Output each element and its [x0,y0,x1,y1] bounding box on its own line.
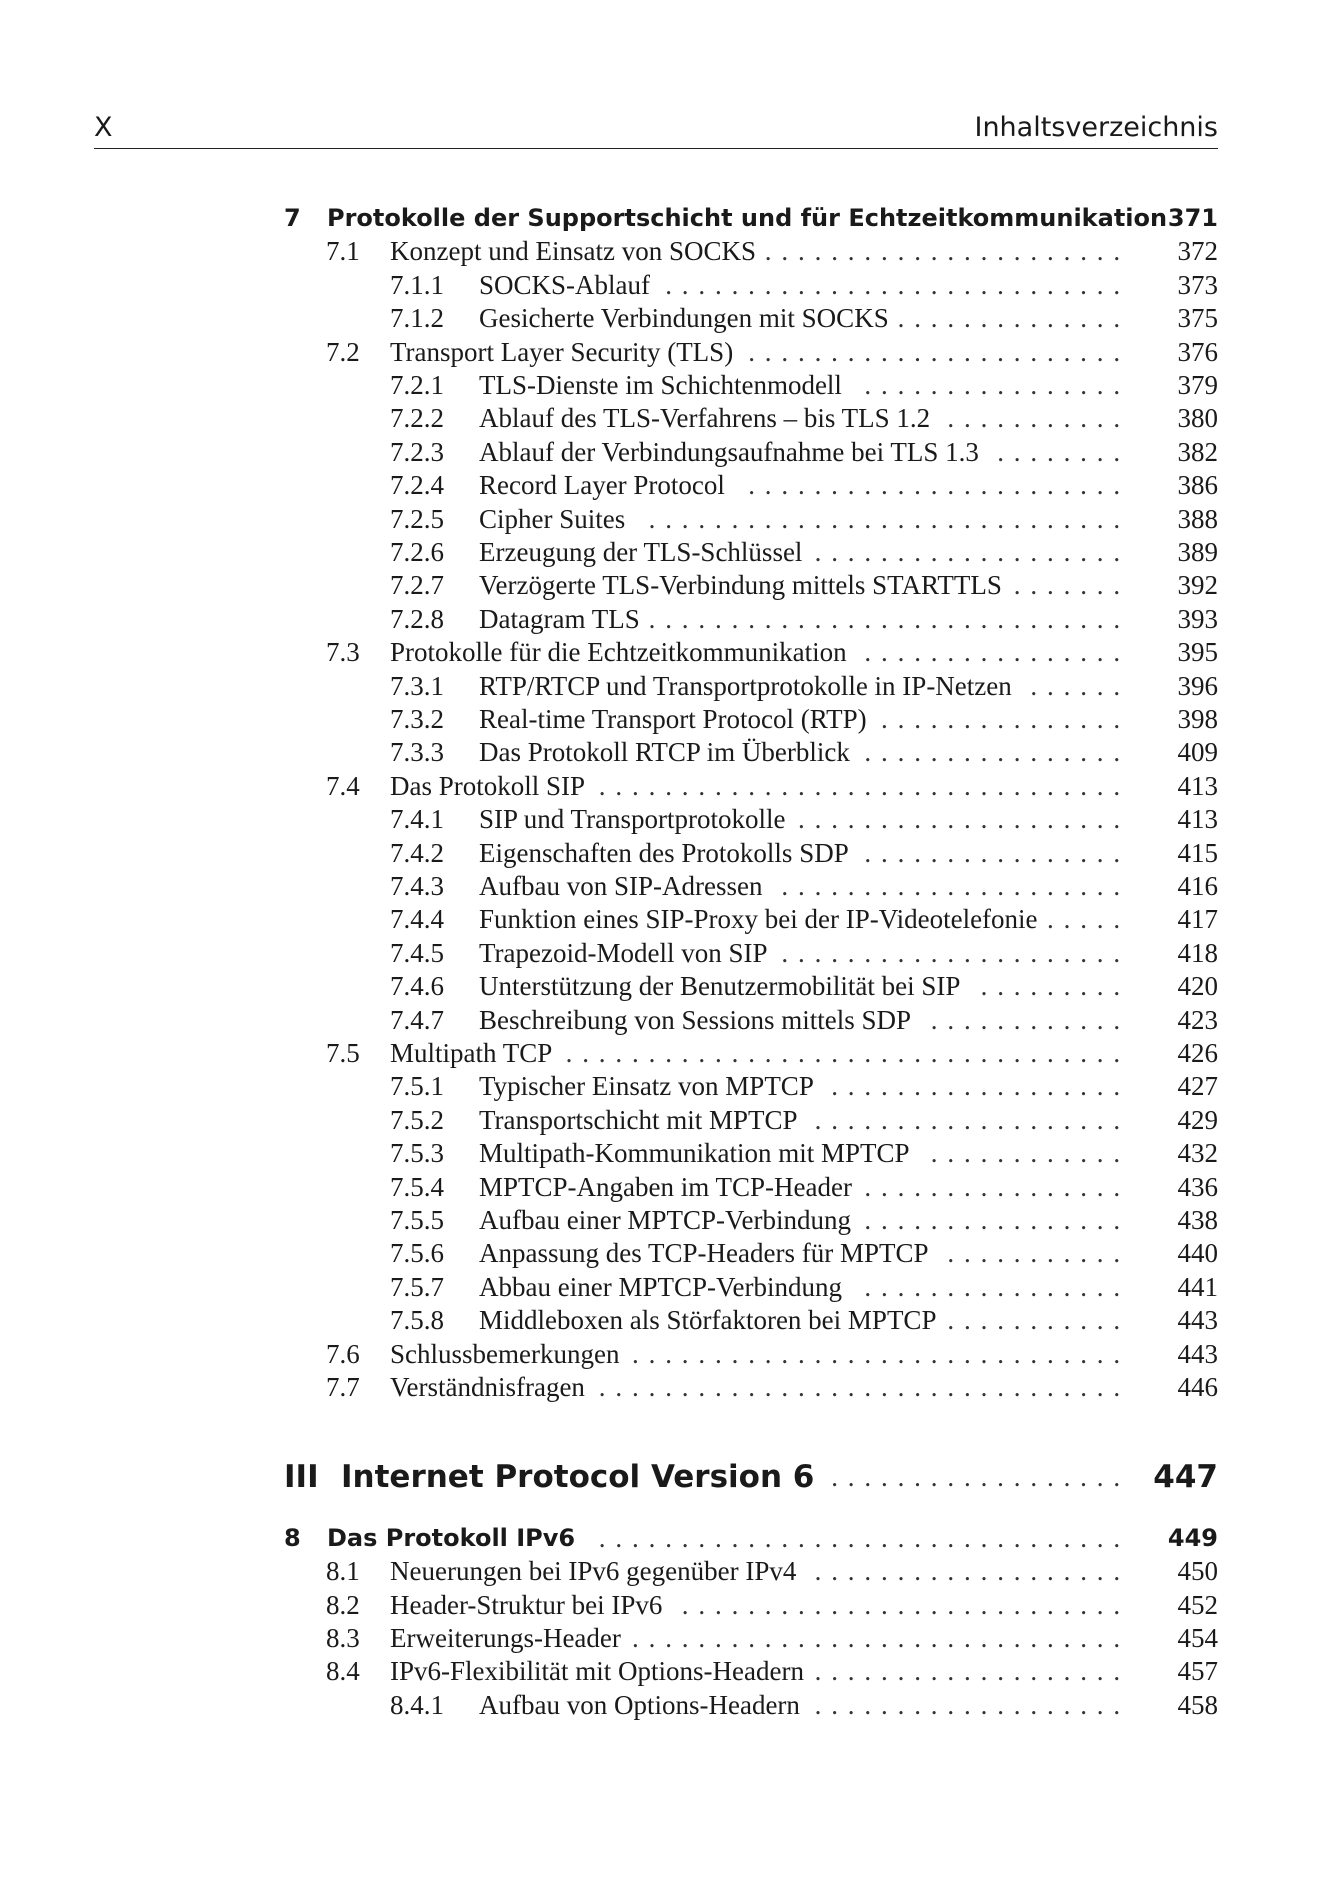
toc-entry-page: 413 [1177,804,1218,835]
toc-entry-title: Transport Layer Security (TLS) [390,336,734,367]
toc-entry-title: Erweiterungs-Header [390,1623,621,1653]
dot-leader: ....................... [748,470,1130,501]
toc-entry-number: 7.5.7 [390,1271,444,1302]
toc-entry-number: 7.5.3 [390,1138,444,1169]
toc-entry-title: Protokolle der Supportschicht und für Echtzeitkommunikation [327,204,1168,232]
toc-entry-title: Aufbau von Options-Headern [479,1689,800,1720]
toc-entry-title: IPv6-Flexibilität mit Options-Headern [390,1656,804,1687]
toc-entry-page: 447 [1153,1459,1218,1496]
toc-entry-subsection[interactable] [390,268,1218,302]
toc-entry-number: 8.4 [326,1656,360,1687]
running-header [94,108,1218,149]
toc-entry-page: 427 [1177,1071,1218,1102]
toc-entry-page: 382 [1177,436,1218,467]
toc-entry-title: Multipath-Kommunikation mit MPTCP [479,1138,910,1169]
toc-entry-number: 7.4.6 [390,971,444,1002]
toc-entry-title: Record Layer Protocol [479,470,725,501]
toc-entry-part[interactable] [284,1455,1218,1499]
toc-entry-title: Aufbau einer MPTCP-Verbindung [479,1205,851,1235]
toc-entry-number: 7.7 [326,1372,360,1402]
toc-entry-section[interactable] [326,1621,1218,1655]
toc-entry-page: 376 [1177,336,1218,367]
dot-leader: .................................. [565,1038,1130,1068]
toc-entry-number: 8.4.1 [390,1689,444,1720]
dot-leader: ................................ [598,1522,1130,1553]
toc-entry-subsection[interactable] [390,836,1218,870]
toc-entry-subsection[interactable] [390,301,1218,335]
toc-entry-subsection[interactable] [390,1236,1218,1270]
toc-entry-title: Beschreibung von Sessions mittels SDP [479,1004,912,1035]
toc-entry-subsection[interactable] [390,401,1218,435]
toc-entry-section[interactable] [326,1588,1218,1622]
toc-entry-title: Multipath TCP [390,1038,553,1068]
toc-entry-title: Ablauf des TLS-Verfahrens – bis TLS 1.2 [479,403,931,434]
toc-entry-title: Protokolle für die Echtzeitkommunikation [390,637,847,668]
toc-entry-page: 443 [1177,1305,1218,1336]
toc-entry-number: 7.4.1 [390,804,444,835]
toc-entry-page: 396 [1177,670,1218,701]
toc-entry-subsection[interactable] [390,802,1218,836]
toc-entry-subsection[interactable] [390,1688,1218,1722]
toc-entry-title: Schlussbemerkungen [390,1338,620,1369]
toc-entry-number: 7.2.1 [390,370,444,400]
toc-entry-subsection[interactable] [390,969,1218,1003]
toc-entry-page: 386 [1177,470,1218,501]
toc-entry-section[interactable] [326,335,1218,369]
toc-entry-section[interactable] [326,1036,1218,1070]
toc-entry-number: 7.1 [326,236,360,267]
toc-entry-subsection[interactable] [390,368,1218,402]
dot-leader: ............................. [648,503,1130,534]
toc-entry-title: Konzept und Einsatz von SOCKS [390,236,756,267]
toc-entry-number: 7.1.2 [390,303,444,334]
dot-leader: ................... [814,1689,1130,1720]
dot-leader: ............ [930,1138,1130,1169]
toc-entry-number: 8.1 [326,1556,360,1587]
toc-entry-subsection[interactable] [390,1103,1218,1137]
toc-entry-page: 438 [1177,1205,1218,1235]
toc-entry-title: Header-Struktur bei IPv6 [390,1589,663,1620]
dot-leader: ................ [864,737,1130,768]
toc-entry-subsection[interactable] [390,936,1218,970]
page-number: X [94,112,113,143]
toc-entry-subsection[interactable] [390,1003,1218,1037]
toc-entry-number: 7.5.2 [390,1104,444,1135]
toc-entry-title: RTP/RTCP und Transportprotokolle in IP-Netzen [479,670,1012,701]
toc-entry-page: 440 [1177,1238,1218,1269]
toc-entry-number: 7.3.1 [390,670,444,701]
dot-leader: ..................... [781,871,1130,901]
dot-leader: ........... [947,403,1130,434]
toc-entry-page: 457 [1177,1656,1218,1687]
dot-leader: ................ [864,837,1130,868]
dot-leader: ................... [814,1656,1130,1687]
toc-entry-title: Typischer Einsatz von MPTCP [479,1071,814,1102]
toc-entry-page: 441 [1177,1271,1218,1302]
toc-entry-title: Middleboxen als Störfaktoren bei MPTCP [479,1305,937,1336]
toc-entry-page: 450 [1177,1556,1218,1587]
toc-entry-number: 7 [284,204,301,232]
toc-entry-subsection[interactable] [390,535,1218,569]
toc-entry-title: TLS-Dienste im Schichtenmodell [479,370,842,400]
dot-leader: ................ [864,637,1130,668]
toc-entry-title: Neuerungen bei IPv6 gegenüber IPv4 [390,1556,797,1587]
toc-entry-page: 372 [1177,236,1218,267]
toc-entry-title: Funktion eines SIP-Proxy bei der IP-Videotelefonie [479,904,1038,935]
toc-entry-section[interactable] [326,1370,1218,1404]
toc-entry-section[interactable] [326,234,1218,268]
toc-entry-subsection[interactable] [390,568,1218,602]
toc-entry-subsection[interactable] [390,1069,1218,1103]
dot-leader: ........ [997,436,1130,467]
toc-entry-title: Aufbau von SIP-Adressen [479,871,763,901]
dot-leader: ........... [947,1305,1130,1336]
toc-entry-title: Abbau einer MPTCP-Verbindung [479,1271,842,1302]
toc-entry-section[interactable] [326,769,1218,803]
dot-leader: ................ [864,370,1130,400]
toc-entry-title: Das Protokoll IPv6 [327,1523,576,1552]
toc-entry-title: Erzeugung der TLS-Schlüssel [479,537,803,567]
toc-entry-page: 417 [1177,904,1218,935]
toc-entry-number: 7.5.4 [390,1171,444,1202]
toc-entry-page: 420 [1177,971,1218,1002]
running-title: Inhaltsverzeichnis [974,112,1218,143]
toc-entry-title: MPTCP-Angaben im TCP-Header [479,1171,852,1202]
toc-entry-title: Das Protokoll SIP [390,770,586,801]
toc-entry-number: 7.2.5 [390,503,444,534]
toc-entry-title: SIP und Transportprotokolle [479,804,786,835]
toc-entry-section[interactable] [326,635,1218,669]
toc-entry-page: 429 [1177,1104,1218,1135]
toc-entry-page: 375 [1177,303,1218,334]
toc-entry-page: 446 [1177,1372,1218,1402]
dot-leader: .................... [798,804,1130,835]
toc-entry-page: 392 [1177,570,1218,601]
toc-entry-section[interactable] [326,1337,1218,1371]
toc-entry-subsection[interactable] [390,1303,1218,1337]
toc-entry-chapter[interactable] [284,201,1218,235]
toc-entry-page: 418 [1177,937,1218,968]
toc-entry-page: 458 [1177,1689,1218,1720]
toc-entry-section[interactable] [326,1654,1218,1688]
toc-entry-title: Unterstützung der Benutzermobilität bei SIP [479,971,961,1002]
toc-entry-title: Transportschicht mit MPTCP [479,1104,798,1135]
toc-entry-title: Gesicherte Verbindungen mit SOCKS [479,303,889,334]
dot-leader: ................................ [598,770,1130,801]
toc-entry-number: 7.5 [326,1038,360,1068]
toc-entry-number: 8.3 [326,1623,360,1653]
toc-entry-number: 7.6 [326,1338,360,1369]
toc-entry-number: 7.5.6 [390,1238,444,1269]
toc-entry-page: 413 [1177,770,1218,801]
toc-entry-page: 415 [1177,837,1218,868]
toc-entry-number: 7.4.7 [390,1004,444,1035]
toc-entry-title: Real-time Transport Protocol (RTP) [479,704,867,734]
toc-entry-page: 436 [1177,1171,1218,1202]
dot-leader: .................. [831,1071,1130,1102]
toc-entry-number: 7.2 [326,336,360,367]
toc-entry-number: 8.2 [326,1589,360,1620]
toc-entry-number: 7.3 [326,637,360,668]
toc-entry-number: 7.4 [326,770,360,801]
toc-entry-page: 416 [1177,871,1218,901]
toc-entry-page: 454 [1177,1623,1218,1653]
dot-leader: ................ [864,1205,1130,1235]
toc-entry-number: 7.4.5 [390,937,444,968]
toc-entry-chapter[interactable] [284,1521,1218,1555]
toc-entry-title: SOCKS-Ablauf [479,269,651,300]
toc-entry-page: 388 [1177,503,1218,534]
toc-entry-number: 7.3.2 [390,704,444,734]
toc-entry-subsection[interactable] [390,1136,1218,1170]
dot-leader: ................... [814,1104,1130,1135]
toc-entry-number: 7.2.7 [390,570,444,601]
toc-entry-subsection[interactable] [390,869,1218,903]
dot-leader: ................................ [598,1372,1130,1402]
toc-entry-number: 7.4.3 [390,871,444,901]
toc-entry-title: Verzögerte TLS-Verbindung mittels STARTTLS [479,570,1002,601]
toc-entry-page: 371 [1167,204,1218,232]
toc-entry-title: Das Protokoll RTCP im Überblick [479,737,850,768]
toc-entry-subsection[interactable] [390,1270,1218,1304]
toc-entry-title: Internet Protocol Version 6 [341,1459,815,1496]
toc-entry-number: 7.4.4 [390,904,444,935]
dot-leader: ........................... [681,1589,1130,1620]
dot-leader: ..................... [781,937,1130,968]
dot-leader: .............. [897,303,1130,334]
dot-leader: ....... [1013,570,1130,601]
toc-entry-number: 7.5.5 [390,1205,444,1235]
toc-entry-number: 7.5.1 [390,1071,444,1102]
toc-entry-number: 7.2.4 [390,470,444,501]
toc-entry-page: 432 [1177,1138,1218,1169]
toc-entry-subsection[interactable] [390,602,1218,636]
dot-leader: ............... [881,704,1130,734]
dot-leader: ....................... [748,336,1130,367]
dot-leader: .............................. [632,1338,1130,1369]
toc-entry-page: 452 [1177,1589,1218,1620]
dot-leader: ...................... [764,236,1130,267]
toc-entry-title: Eigenschaften des Protokolls SDP [479,837,849,868]
dot-leader: ..... [1047,904,1130,935]
toc-entry-number: 7.2.3 [390,436,444,467]
dot-leader: ............ [930,1004,1130,1035]
dot-leader: ........... [947,1238,1130,1269]
toc-entry-page: 395 [1177,637,1218,668]
toc-entry-subsection[interactable] [390,435,1218,469]
dot-leader: .............................. [632,1623,1130,1653]
toc-entry-number: 7.4.2 [390,837,444,868]
toc-entry-subsection[interactable] [390,1170,1218,1204]
dot-leader: ................... [814,1556,1130,1587]
toc-entry-number: 7.3.3 [390,737,444,768]
dot-leader: ............................. [648,603,1130,634]
toc-entry-number: III [284,1459,319,1496]
toc-entry-subsection[interactable] [390,735,1218,769]
toc-entry-title: Verständnisfragen [390,1372,585,1402]
toc-entry-page: 443 [1177,1338,1218,1369]
toc-entry-page: 373 [1177,269,1218,300]
toc-entry-subsection[interactable] [390,902,1218,936]
toc-entry-subsection[interactable] [390,702,1218,736]
toc-entry-title: Datagram TLS [479,603,640,634]
toc-entry-page: 409 [1177,737,1218,768]
dot-leader: ......... [980,971,1130,1002]
toc-entry-subsection[interactable] [390,669,1218,703]
toc-entry-page: 398 [1177,704,1218,734]
toc-entry-number: 7.2.2 [390,403,444,434]
toc-entry-subsection[interactable] [390,1203,1218,1237]
toc-entry-number: 7.1.1 [390,269,444,300]
toc-entry-page: 380 [1177,403,1218,434]
toc-entry-page: 426 [1177,1038,1218,1068]
dot-leader: .................. [831,1462,1130,1493]
toc-entry-page: 393 [1177,603,1218,634]
toc-entry-number: 8 [284,1523,301,1552]
toc-entry-page: 449 [1167,1523,1218,1552]
dot-leader: ............................ [665,269,1130,300]
dot-leader: ................ [864,1171,1130,1202]
dot-leader: ................... [814,537,1130,567]
toc-entry-page: 423 [1177,1004,1218,1035]
toc-entry-title: Cipher Suites [479,503,626,534]
dot-leader: ................ [864,1271,1130,1302]
toc-entry-number: 7.2.8 [390,603,444,634]
toc-entry-number: 7.2.6 [390,537,444,567]
toc-entry-title: Anpassung des TCP-Headers für MPTCP [479,1238,929,1269]
toc-entry-title: Ablauf der Verbindungsaufnahme bei TLS 1.3 [479,436,979,467]
toc-entry-title: Trapezoid-Modell von SIP [479,937,768,968]
dot-leader: ...... [1030,670,1130,701]
toc-entry-page: 379 [1177,370,1218,400]
toc-entry-number: 7.5.8 [390,1305,444,1336]
toc-entry-subsection[interactable] [390,502,1218,536]
toc-entry-subsection[interactable] [390,468,1218,502]
toc-entry-page: 389 [1177,537,1218,567]
toc-entry-section[interactable] [326,1554,1218,1588]
